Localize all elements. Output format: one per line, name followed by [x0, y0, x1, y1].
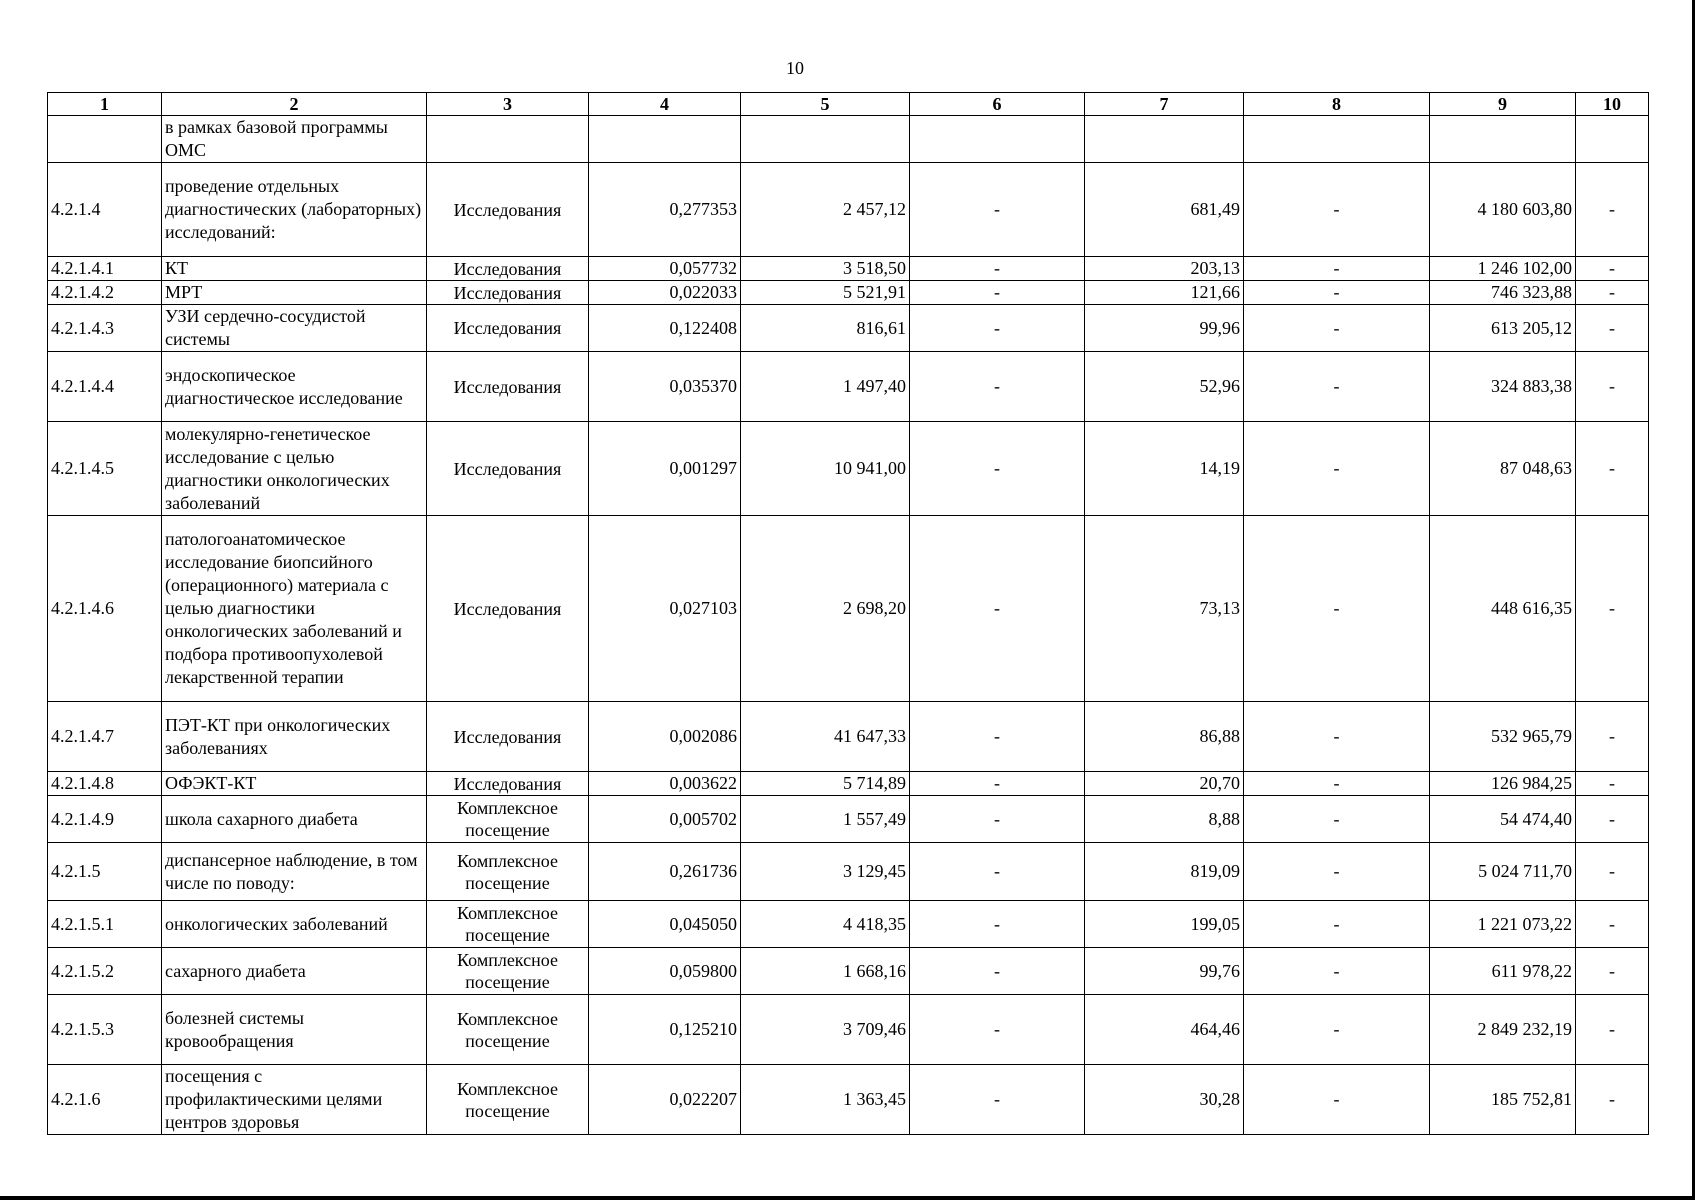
col8-cell: - — [1244, 163, 1430, 257]
table-row — [48, 1065, 1649, 1135]
table-row — [48, 796, 1649, 843]
col10-cell: - — [1576, 422, 1649, 516]
name-cell: КТ — [162, 257, 427, 281]
code-cell: 4.2.1.4.8 — [48, 772, 162, 796]
col6-cell: - — [910, 163, 1085, 257]
col7-cell: 30,28 — [1085, 1065, 1244, 1135]
col8-cell: - — [1244, 796, 1430, 843]
code-cell: 4.2.1.5.1 — [48, 901, 162, 948]
unit-cell: Исследования — [427, 163, 589, 257]
col10-cell: - — [1576, 163, 1649, 257]
col4-cell: 0,022207 — [589, 1065, 741, 1135]
unit-cell: Комплексное посещение — [427, 796, 589, 843]
col9-cell: 126 984,25 — [1430, 772, 1576, 796]
col10-cell: - — [1576, 948, 1649, 995]
col6-cell: - — [910, 352, 1085, 422]
header-cell: 1 — [48, 93, 162, 116]
col10-cell: - — [1576, 352, 1649, 422]
col9-cell: 2 849 232,19 — [1430, 995, 1576, 1065]
name-cell: в рамках базовой программы ОМС — [162, 116, 427, 163]
col7-cell: 203,13 — [1085, 257, 1244, 281]
unit-cell: Исследования — [427, 281, 589, 305]
col9-cell: 1 221 073,22 — [1430, 901, 1576, 948]
col5-cell: 4 418,35 — [741, 901, 910, 948]
col8-cell: - — [1244, 305, 1430, 352]
col10-cell: - — [1576, 995, 1649, 1065]
unit-cell — [427, 116, 589, 163]
name-cell: онкологических заболеваний — [162, 901, 427, 948]
code-cell: 4.2.1.4.6 — [48, 516, 162, 702]
col5-cell: 41 647,33 — [741, 702, 910, 772]
col7-cell: 20,70 — [1085, 772, 1244, 796]
col8-cell: - — [1244, 843, 1430, 901]
col9-cell: 1 246 102,00 — [1430, 257, 1576, 281]
table-row — [48, 948, 1649, 995]
col7-cell: 8,88 — [1085, 796, 1244, 843]
col5-cell: 2 698,20 — [741, 516, 910, 702]
code-cell: 4.2.1.4.9 — [48, 796, 162, 843]
table-row — [48, 901, 1649, 948]
col6-cell: - — [910, 995, 1085, 1065]
col7-cell: 819,09 — [1085, 843, 1244, 901]
unit-cell: Комплексное посещение — [427, 948, 589, 995]
col5-cell: 5 521,91 — [741, 281, 910, 305]
col9-cell: 5 024 711,70 — [1430, 843, 1576, 901]
name-cell: посещения с профилактическими целями центров здоровья — [162, 1065, 427, 1135]
col8-cell: - — [1244, 901, 1430, 948]
col5-cell — [741, 116, 910, 163]
unit-cell: Комплексное посещение — [427, 843, 589, 901]
table-row — [48, 843, 1649, 901]
col9-cell: 54 474,40 — [1430, 796, 1576, 843]
header-cell: 8 — [1244, 93, 1430, 116]
col6-cell: - — [910, 422, 1085, 516]
name-cell: проведение отдельных диагностических (лабораторных) исследований: — [162, 163, 427, 257]
col5-cell: 1 557,49 — [741, 796, 910, 843]
code-cell: 4.2.1.4.3 — [48, 305, 162, 352]
col6-cell: - — [910, 281, 1085, 305]
col9-cell: 87 048,63 — [1430, 422, 1576, 516]
col7-cell: 52,96 — [1085, 352, 1244, 422]
name-cell: ПЭТ-КТ при онкологических заболеваниях — [162, 702, 427, 772]
unit-cell: Исследования — [427, 702, 589, 772]
code-cell: 4.2.1.5 — [48, 843, 162, 901]
code-cell — [48, 116, 162, 163]
code-cell: 4.2.1.4.5 — [48, 422, 162, 516]
unit-cell: Комплексное посещение — [427, 995, 589, 1065]
name-cell: МРТ — [162, 281, 427, 305]
header-cell: 7 — [1085, 93, 1244, 116]
table-row — [48, 995, 1649, 1065]
col4-cell: 0,001297 — [589, 422, 741, 516]
col4-cell: 0,022033 — [589, 281, 741, 305]
col10-cell: - — [1576, 796, 1649, 843]
table-row — [48, 163, 1649, 257]
col7-cell: 681,49 — [1085, 163, 1244, 257]
name-cell: молекулярно-генетическое исследование с целью диагностики онкологических заболеваний — [162, 422, 427, 516]
unit-cell: Исследования — [427, 352, 589, 422]
unit-cell: Исследования — [427, 305, 589, 352]
col6-cell: - — [910, 843, 1085, 901]
table-row — [48, 772, 1649, 796]
col10-cell: - — [1576, 772, 1649, 796]
table-row — [48, 516, 1649, 702]
col10-cell: - — [1576, 843, 1649, 901]
col6-cell: - — [910, 257, 1085, 281]
table-row — [48, 257, 1649, 281]
col7-cell: 199,05 — [1085, 901, 1244, 948]
col6-cell: - — [910, 305, 1085, 352]
code-cell: 4.2.1.5.2 — [48, 948, 162, 995]
col4-cell: 0,277353 — [589, 163, 741, 257]
col8-cell: - — [1244, 995, 1430, 1065]
col4-cell: 0,045050 — [589, 901, 741, 948]
header-cell: 5 — [741, 93, 910, 116]
name-cell: диспансерное наблюдение, в том числе по поводу: — [162, 843, 427, 901]
header-cell: 2 — [162, 93, 427, 116]
name-cell: патологоанатомическое исследование биопсийного (операционного) материала с целью диагностики онкологических заболеваний и подбора противоопухолевой лекарственной терапии — [162, 516, 427, 702]
code-cell: 4.2.1.4.2 — [48, 281, 162, 305]
col7-cell: 73,13 — [1085, 516, 1244, 702]
col7-cell: 99,76 — [1085, 948, 1244, 995]
col7-cell: 464,46 — [1085, 995, 1244, 1065]
header-row — [48, 93, 1649, 116]
header-cell: 9 — [1430, 93, 1576, 116]
col9-cell: 185 752,81 — [1430, 1065, 1576, 1135]
col8-cell: - — [1244, 516, 1430, 702]
col10-cell: - — [1576, 305, 1649, 352]
col9-cell — [1430, 116, 1576, 163]
code-cell: 4.2.1.4 — [48, 163, 162, 257]
col4-cell: 0,003622 — [589, 772, 741, 796]
col4-cell: 0,002086 — [589, 702, 741, 772]
col10-cell — [1576, 116, 1649, 163]
col9-cell: 324 883,38 — [1430, 352, 1576, 422]
col10-cell: - — [1576, 516, 1649, 702]
col5-cell: 816,61 — [741, 305, 910, 352]
unit-cell: Исследования — [427, 772, 589, 796]
col10-cell: - — [1576, 1065, 1649, 1135]
table-row — [48, 352, 1649, 422]
name-cell: УЗИ сердечно-сосудистой системы — [162, 305, 427, 352]
col9-cell: 613 205,12 — [1430, 305, 1576, 352]
name-cell: эндоскопическое диагностическое исследование — [162, 352, 427, 422]
code-cell: 4.2.1.6 — [48, 1065, 162, 1135]
header-cell: 6 — [910, 93, 1085, 116]
col6-cell: - — [910, 1065, 1085, 1135]
col4-cell: 0,057732 — [589, 257, 741, 281]
code-cell: 4.2.1.4.7 — [48, 702, 162, 772]
col9-cell: 4 180 603,80 — [1430, 163, 1576, 257]
code-cell: 4.2.1.4.4 — [48, 352, 162, 422]
col5-cell: 2 457,12 — [741, 163, 910, 257]
header-cell: 3 — [427, 93, 589, 116]
col6-cell: - — [910, 772, 1085, 796]
col4-cell: 0,125210 — [589, 995, 741, 1065]
col9-cell: 448 616,35 — [1430, 516, 1576, 702]
col8-cell: - — [1244, 1065, 1430, 1135]
col8-cell: - — [1244, 352, 1430, 422]
col10-cell: - — [1576, 901, 1649, 948]
col4-cell: 0,122408 — [589, 305, 741, 352]
unit-cell: Комплексное посещение — [427, 1065, 589, 1135]
table-body — [48, 116, 1649, 1135]
header-cell: 10 — [1576, 93, 1649, 116]
col8-cell: - — [1244, 702, 1430, 772]
col10-cell: - — [1576, 702, 1649, 772]
col9-cell: 532 965,79 — [1430, 702, 1576, 772]
col10-cell: - — [1576, 257, 1649, 281]
col4-cell: 0,035370 — [589, 352, 741, 422]
name-cell: ОФЭКТ-КТ — [162, 772, 427, 796]
col5-cell: 5 714,89 — [741, 772, 910, 796]
unit-cell: Исследования — [427, 516, 589, 702]
name-cell: школа сахарного диабета — [162, 796, 427, 843]
col4-cell: 0,027103 — [589, 516, 741, 702]
table-row — [48, 116, 1649, 163]
table-row — [48, 702, 1649, 772]
col8-cell: - — [1244, 948, 1430, 995]
col9-cell: 746 323,88 — [1430, 281, 1576, 305]
col5-cell: 3 129,45 — [741, 843, 910, 901]
name-cell: болезней системы кровообращения — [162, 995, 427, 1065]
code-cell: 4.2.1.4.1 — [48, 257, 162, 281]
col8-cell: - — [1244, 257, 1430, 281]
data-table — [47, 92, 1649, 1135]
col7-cell: 121,66 — [1085, 281, 1244, 305]
col7-cell: 14,19 — [1085, 422, 1244, 516]
col5-cell: 3 709,46 — [741, 995, 910, 1065]
col6-cell: - — [910, 516, 1085, 702]
table-row — [48, 422, 1649, 516]
name-cell: сахарного диабета — [162, 948, 427, 995]
scan-border-bottom — [0, 1196, 1695, 1200]
table-row — [48, 281, 1649, 305]
col4-cell: 0,261736 — [589, 843, 741, 901]
col6-cell: - — [910, 901, 1085, 948]
col5-cell: 10 941,00 — [741, 422, 910, 516]
col8-cell: - — [1244, 772, 1430, 796]
unit-cell: Исследования — [427, 422, 589, 516]
col5-cell: 1 497,40 — [741, 352, 910, 422]
table-row — [48, 305, 1649, 352]
col8-cell — [1244, 116, 1430, 163]
col10-cell: - — [1576, 281, 1649, 305]
col5-cell: 1 668,16 — [741, 948, 910, 995]
col8-cell: - — [1244, 281, 1430, 305]
col7-cell — [1085, 116, 1244, 163]
unit-cell: Исследования — [427, 257, 589, 281]
col4-cell — [589, 116, 741, 163]
page-number: 10 — [786, 58, 804, 78]
col5-cell: 3 518,50 — [741, 257, 910, 281]
col6-cell — [910, 116, 1085, 163]
header-cell: 4 — [589, 93, 741, 116]
col6-cell: - — [910, 948, 1085, 995]
col4-cell: 0,059800 — [589, 948, 741, 995]
col6-cell: - — [910, 796, 1085, 843]
col4-cell: 0,005702 — [589, 796, 741, 843]
col8-cell: - — [1244, 422, 1430, 516]
col7-cell: 99,96 — [1085, 305, 1244, 352]
col7-cell: 86,88 — [1085, 702, 1244, 772]
unit-cell: Комплексное посещение — [427, 901, 589, 948]
col9-cell: 611 978,22 — [1430, 948, 1576, 995]
code-cell: 4.2.1.5.3 — [48, 995, 162, 1065]
col6-cell: - — [910, 702, 1085, 772]
col5-cell: 1 363,45 — [741, 1065, 910, 1135]
